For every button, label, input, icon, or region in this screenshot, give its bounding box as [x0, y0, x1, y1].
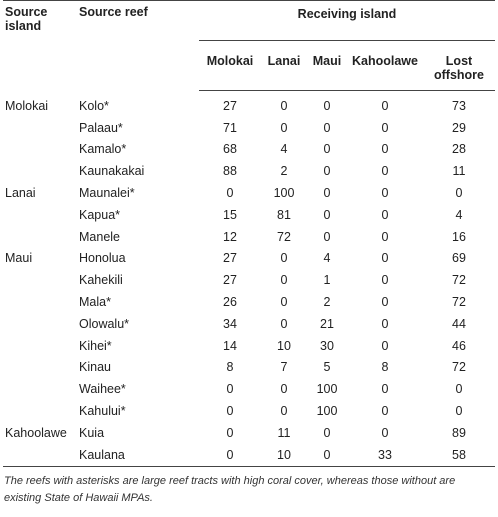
cell-value: 0 — [280, 273, 288, 288]
cell-source-island — [3, 139, 77, 161]
cell-source-island — [3, 444, 77, 466]
cell-source-island — [3, 313, 77, 335]
cell-source-reef: Kaunakakai — [79, 164, 145, 179]
cell-value: 72 — [452, 273, 466, 288]
cell-value: 0 — [381, 207, 389, 222]
cell-value: 27 — [223, 98, 237, 113]
cell-value: 0 — [381, 186, 389, 201]
cell-value: 14 — [223, 338, 237, 353]
cell-source-reef: Kolo* — [79, 98, 109, 113]
cell-source-reef: Kaulana — [77, 444, 199, 466]
cell-value: 0 — [381, 382, 389, 397]
cell-value: 2 — [280, 164, 288, 179]
cell-value: 0 — [381, 404, 389, 419]
cell-source-reef: Mala* — [79, 295, 111, 310]
header-col-lost-offshore: Lost offshore — [423, 41, 495, 91]
cell-source-reef: Olowalu* — [79, 316, 130, 331]
cell-value: 0 — [381, 273, 389, 288]
cell-source-island — [3, 378, 77, 400]
cell-value: 71 — [223, 120, 237, 135]
cell-value: 46 — [452, 338, 466, 353]
cell-value: 0 — [280, 120, 288, 135]
cell-value: 30 — [320, 338, 334, 353]
table-row — [3, 378, 495, 400]
cell-source-island — [3, 269, 77, 291]
cell-source-island — [3, 226, 77, 248]
cell-value: 0 — [381, 251, 389, 266]
cell-value: 100 — [316, 382, 338, 397]
cell-value: 0 — [280, 316, 288, 331]
table-footnote: The reefs with asterisks are large reef tracts with high coral cover, whereas those without are existing State of Hawaii MPAs. — [4, 474, 456, 504]
cell-value: 58 — [423, 444, 495, 466]
cell-value: 0 — [381, 295, 389, 310]
cell-source-island — [3, 160, 77, 182]
cell-value: 72 — [277, 229, 291, 244]
cell-value: 89 — [452, 425, 466, 440]
cell-source-reef: Waihee* — [79, 382, 126, 397]
cell-value: 88 — [223, 164, 237, 179]
header-col-maui: Maui — [307, 41, 347, 91]
cell-value: 10 — [261, 444, 307, 466]
cell-value: 0 — [226, 186, 234, 201]
cell-value: 27 — [223, 251, 237, 266]
cell-source-reef: Manele — [79, 229, 120, 244]
cell-value: 4 — [280, 142, 288, 157]
cell-source-island — [3, 400, 77, 422]
cell-value: 0 — [323, 425, 331, 440]
cell-value: 0 — [323, 229, 331, 244]
cell-source-reef: Honolua — [79, 251, 126, 266]
cell-value: 0 — [323, 186, 331, 201]
table-row — [3, 117, 495, 139]
header-col-lanai: Lanai — [261, 41, 307, 91]
cell-value: 1 — [323, 273, 331, 288]
cell-value: 28 — [452, 142, 466, 157]
cell-value: 5 — [323, 360, 331, 375]
cell-value: 27 — [223, 273, 237, 288]
cell-source-island: Molokai — [5, 98, 49, 113]
cell-value: 29 — [452, 120, 466, 135]
cell-source-reef: Kuia — [79, 425, 105, 440]
cell-source-island — [3, 357, 77, 379]
header-receiving-island: Receiving island — [199, 1, 495, 41]
cell-value: 0 — [280, 404, 288, 419]
cell-value: 15 — [223, 207, 237, 222]
cell-value: 11 — [277, 425, 291, 440]
cell-value: 0 — [280, 382, 288, 397]
table-row — [3, 160, 495, 182]
cell-value: 0 — [455, 404, 463, 419]
cell-value: 0 — [381, 316, 389, 331]
cell-value: 0 — [323, 164, 331, 179]
cell-value: 81 — [277, 207, 291, 222]
cell-value: 0 — [323, 142, 331, 157]
connectivity-table — [3, 0, 495, 467]
cell-value: 0 — [280, 295, 288, 310]
cell-value: 0 — [381, 425, 389, 440]
cell-value: 21 — [320, 316, 334, 331]
table-row — [3, 248, 495, 270]
cell-value: 73 — [452, 98, 466, 113]
cell-value: 0 — [455, 382, 463, 397]
table-row — [3, 357, 495, 379]
cell-source-island — [3, 204, 77, 226]
cell-source-island — [3, 335, 77, 357]
cell-source-island — [3, 291, 77, 313]
cell-value: 0 — [226, 404, 234, 419]
table-row — [3, 400, 495, 422]
table-row — [3, 422, 495, 444]
cell-value: 0 — [307, 444, 347, 466]
cell-value: 0 — [226, 425, 234, 440]
cell-value: 72 — [452, 295, 466, 310]
cell-value: 4 — [323, 251, 331, 266]
cell-source-reef: Kahului* — [79, 404, 126, 419]
table-row — [3, 204, 495, 226]
cell-value: 72 — [452, 360, 466, 375]
cell-value: 4 — [455, 207, 463, 222]
cell-value: 11 — [452, 164, 466, 179]
cell-value: 0 — [381, 164, 389, 179]
table-row — [3, 335, 495, 357]
cell-value: 0 — [455, 186, 463, 201]
cell-value: 100 — [316, 404, 338, 419]
table-row — [3, 91, 495, 117]
cell-source-reef: Kapua* — [79, 207, 121, 222]
cell-value: 12 — [223, 229, 237, 244]
cell-value: 0 — [226, 382, 234, 397]
cell-source-reef: Kahekili — [79, 273, 123, 288]
header-col-kahoolawe: Kahoolawe — [347, 41, 423, 91]
cell-source-island: Lanai — [5, 186, 36, 201]
table-row — [3, 226, 495, 248]
cell-value: 0 — [323, 207, 331, 222]
header-col-molokai: Molokai — [199, 41, 261, 91]
cell-value: 2 — [323, 295, 331, 310]
cell-value: 0 — [199, 444, 261, 466]
table-row — [3, 269, 495, 291]
header-source-island: Source island — [3, 1, 77, 91]
cell-value: 0 — [381, 338, 389, 353]
cell-value: 68 — [223, 142, 237, 157]
cell-value: 0 — [280, 98, 288, 113]
header-row-1 — [3, 1, 495, 41]
cell-value: 8 — [381, 360, 389, 375]
cell-value: 7 — [280, 360, 288, 375]
cell-value: 10 — [277, 338, 291, 353]
table-row — [3, 291, 495, 313]
cell-value: 0 — [381, 98, 389, 113]
table-row — [3, 139, 495, 161]
cell-value: 0 — [381, 229, 389, 244]
cell-value: 0 — [381, 120, 389, 135]
table-row — [3, 313, 495, 335]
table-row — [3, 444, 495, 466]
cell-value: 0 — [323, 98, 331, 113]
header-source-reef: Source reef — [77, 1, 199, 91]
cell-value: 0 — [381, 142, 389, 157]
cell-source-reef: Maunalei* — [79, 186, 135, 201]
cell-source-reef: Palaau* — [79, 120, 123, 135]
cell-source-island: Maui — [5, 251, 33, 266]
table-row — [3, 182, 495, 204]
cell-source-reef: Kihei* — [79, 338, 112, 353]
table-body — [3, 91, 495, 467]
cell-value: 34 — [223, 316, 237, 331]
cell-source-island: Kahoolawe — [5, 425, 67, 440]
cell-value: 0 — [323, 120, 331, 135]
cell-value: 8 — [226, 360, 234, 375]
cell-value: 69 — [452, 251, 466, 266]
cell-value: 100 — [273, 186, 295, 201]
cell-value: 33 — [347, 444, 423, 466]
cell-source-reef: Kamalo* — [79, 142, 127, 157]
cell-value: 26 — [223, 295, 237, 310]
cell-value: 0 — [280, 251, 288, 266]
cell-source-reef: Kinau — [79, 360, 111, 375]
cell-source-island — [3, 117, 77, 139]
cell-value: 44 — [452, 316, 466, 331]
cell-value: 16 — [452, 229, 466, 244]
